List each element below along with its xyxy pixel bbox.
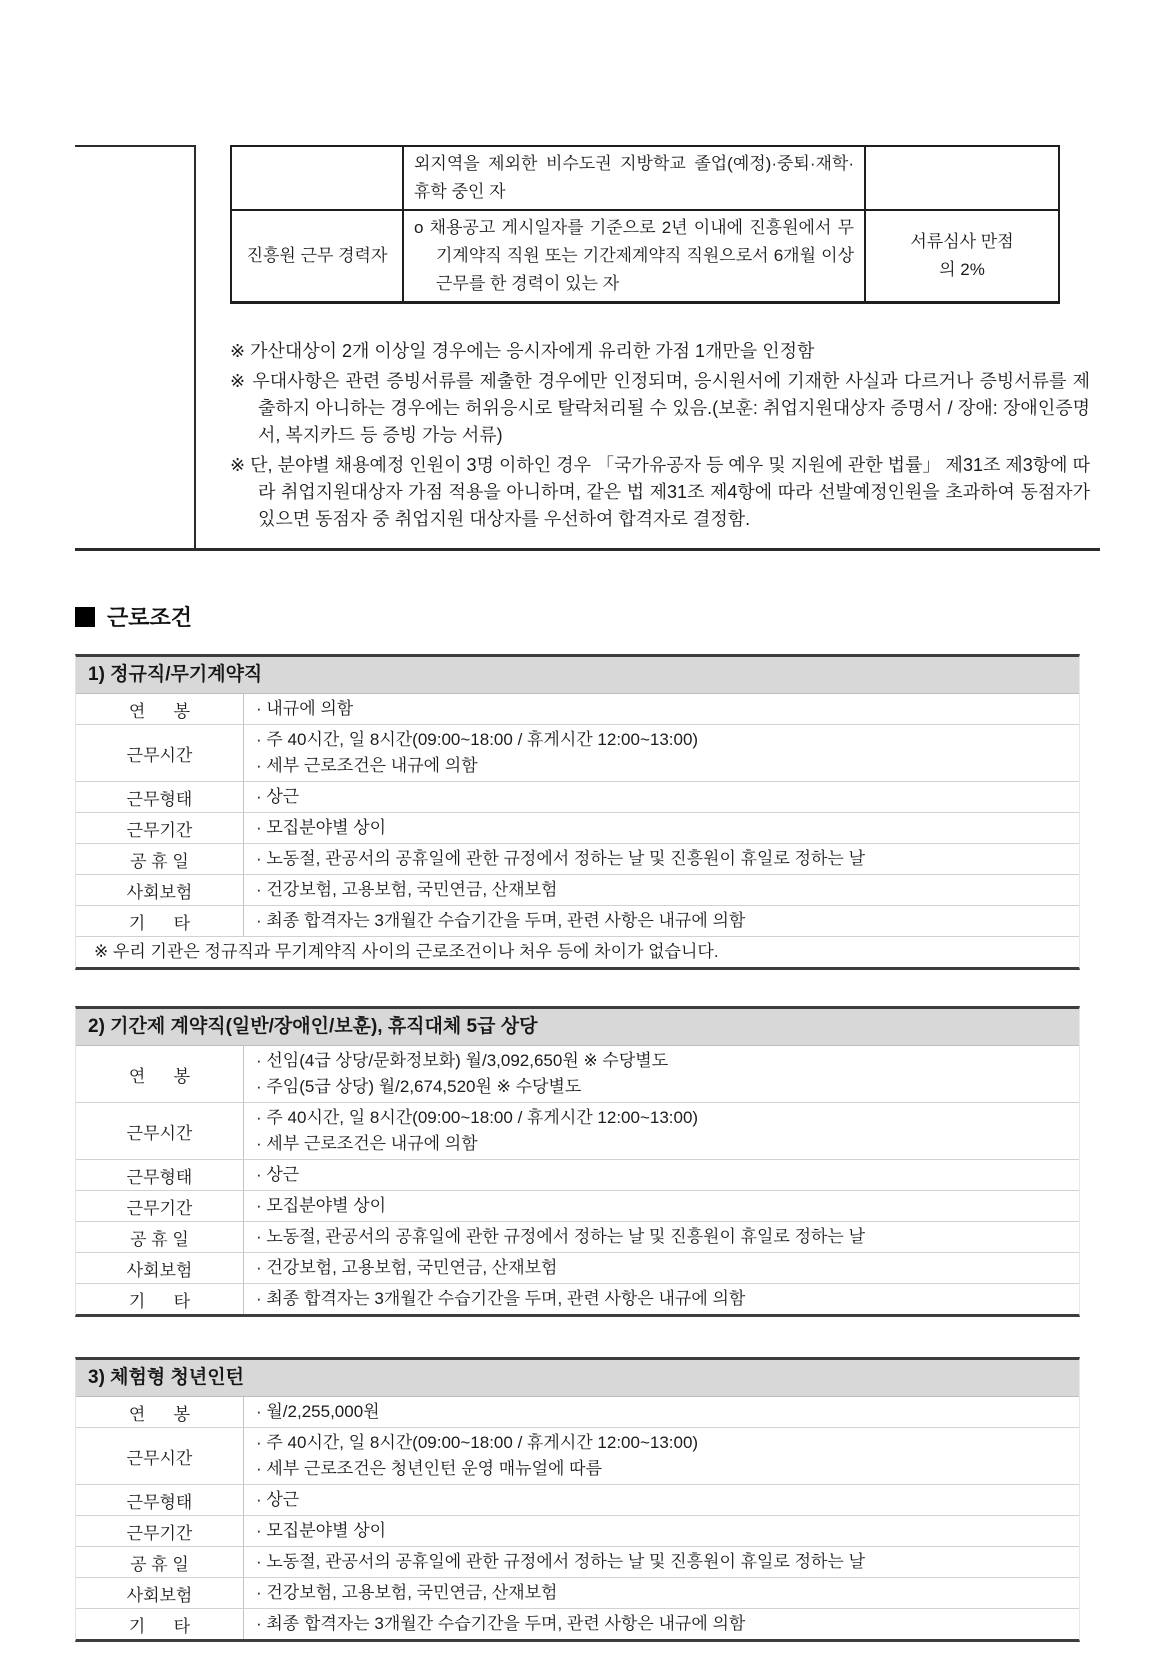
- row-label: 기 타: [76, 1284, 244, 1314]
- row-content: [244, 1547, 1079, 1577]
- content-line: · 내규에 의함: [256, 699, 354, 718]
- conditions-table-regular: [75, 654, 1080, 970]
- note-item: ※ 우대사항은 관련 증빙서류를 제출한 경우에만 인정되며, 응시원서에 기재한 사실과 다르거나 증빙서류를 제출하지 아니하는 경우에는 허위응시로 탈락처리될 수 있음.(보훈: 취업지원대상자 증명서 / 장애: 장애인증명서, 복지카드 등 증빙 가능 서류): [230, 371, 1090, 445]
- carryover-section: [75, 145, 1100, 551]
- table-row: [76, 1484, 1079, 1515]
- table-row: [76, 812, 1079, 843]
- table-row: [76, 694, 1079, 724]
- row-content: [244, 1516, 1079, 1546]
- row-label: 공 휴 일: [76, 1547, 244, 1577]
- table-row: [76, 1515, 1079, 1546]
- table-row: [76, 1577, 1079, 1608]
- row-content: [244, 844, 1079, 874]
- bonus-score-cell: [865, 146, 1059, 210]
- content-line: · 세부 근로조건은 청년인턴 운영 매뉴얼에 따름: [256, 1459, 603, 1478]
- content-line: · 최종 합격자는 3개월간 수습기간을 두며, 관련 사항은 내규에 의함: [256, 1289, 746, 1308]
- row-label: 공 휴 일: [76, 844, 244, 874]
- outer-table-top-border-fragment: [75, 145, 196, 147]
- table-row: [76, 843, 1079, 874]
- table-row: [231, 146, 1059, 210]
- content-line: · 주임(5급 상당) 월/2,674,520원 ※ 수당별도: [256, 1077, 582, 1096]
- table-row: [76, 1397, 1079, 1427]
- table-row: [76, 1283, 1079, 1314]
- row-content: [244, 1046, 1079, 1102]
- row-content: [244, 1428, 1079, 1484]
- note-item: ※ 단, 분야별 채용예정 인원이 3명 이하인 경우 「국가유공자 등 예우 및 지원에 관한 법률」 제31조 제3항에 따라 취업지원대상자 가점 적용을 아니하며, 같은 법 제31조 제4항에 따라 선발예정인원을 초과하여 동점자가 있으면 동점자 중 취업지원 대상자를 우선하여 합격자로 결정함.: [230, 455, 1090, 529]
- bonus-points-table: [230, 145, 1060, 304]
- row-content: [244, 1253, 1079, 1283]
- table-row: [76, 1159, 1079, 1190]
- row-content: [244, 1222, 1079, 1252]
- row-content: [244, 1578, 1079, 1608]
- row-content: [244, 782, 1079, 812]
- content-line: · 노동절, 관공서의 공휴일에 관한 규정에서 정하는 날 및 진흥원이 휴일로 정하는 날: [256, 1552, 865, 1571]
- row-content: [244, 725, 1079, 781]
- bonus-criteria-cell: [403, 210, 865, 303]
- content-line: · 세부 근로조건은 내규에 의함: [256, 1134, 478, 1153]
- bonus-category-cell: 진흥원 근무 경력자: [231, 210, 403, 303]
- row-label: 연 봉: [76, 1046, 244, 1102]
- row-content: [244, 813, 1079, 843]
- content-line: · 건강보험, 고용보험, 국민연금, 산재보험: [256, 1258, 558, 1277]
- content-line: · 최종 합격자는 3개월간 수습기간을 두며, 관련 사항은 내규에 의함: [256, 1614, 746, 1633]
- content-line: · 상근: [256, 787, 300, 806]
- row-content: [244, 1485, 1079, 1515]
- black-square-bullet-icon: [75, 607, 95, 627]
- outer-table-vertical-border: [194, 145, 196, 548]
- row-label: 근무시간: [76, 725, 244, 781]
- row-content: [244, 1191, 1079, 1221]
- table-row: [76, 874, 1079, 905]
- content-line: · 건강보험, 고용보험, 국민연금, 산재보험: [256, 880, 558, 899]
- content-line: · 세부 근로조건은 내규에 의함: [256, 756, 478, 775]
- row-content: [244, 1160, 1079, 1190]
- row-content: [244, 1609, 1079, 1639]
- table-row: [76, 905, 1079, 936]
- row-label: 사회보험: [76, 1253, 244, 1283]
- table-row: [231, 210, 1059, 303]
- conditions-table-intern: [75, 1357, 1080, 1642]
- content-line: · 주 40시간, 일 8시간(09:00~18:00 / 휴게시간 12:00~13:00): [256, 1108, 699, 1127]
- row-label: 근무형태: [76, 782, 244, 812]
- content-line: · 월/2,255,000원: [256, 1402, 380, 1421]
- table-row: [76, 1221, 1079, 1252]
- table-row: [76, 1427, 1079, 1484]
- table-title: 3) 체험형 청년인턴: [76, 1360, 1079, 1397]
- row-label: 근무기간: [76, 813, 244, 843]
- table-title: 2) 기간제 계약직(일반/장애인/보훈), 휴직대체 5급 상당: [76, 1009, 1079, 1046]
- row-label: 사회보험: [76, 1578, 244, 1608]
- section-title: 근로조건: [107, 605, 193, 630]
- content-line: · 노동절, 관공서의 공휴일에 관한 규정에서 정하는 날 및 진흥원이 휴일로 정하는 날: [256, 1227, 865, 1246]
- table-row: [76, 724, 1079, 781]
- note-item: ※ 가산대상이 2개 이상일 경우에는 응시자에게 유리한 가점 1개만을 인정함: [230, 341, 815, 361]
- table-row: [76, 781, 1079, 812]
- row-label: 연 봉: [76, 1397, 244, 1427]
- content-line: · 모집분야별 상이: [256, 1521, 387, 1540]
- row-label: 연 봉: [76, 694, 244, 724]
- row-content: [244, 1103, 1079, 1159]
- row-content: [244, 1284, 1079, 1314]
- content-line: · 모집분야별 상이: [256, 818, 387, 837]
- bonus-score-text: 서류심사 만점의 2%: [910, 232, 1014, 279]
- section-heading: [75, 601, 1100, 632]
- row-label: 근무기간: [76, 1516, 244, 1546]
- content-line: · 주 40시간, 일 8시간(09:00~18:00 / 휴게시간 12:00~13:00): [256, 1433, 699, 1452]
- table-row: [76, 1252, 1079, 1283]
- bonus-criteria-text: o 채용공고 게시일자를 기준으로 2년 이내에 진흥원에서 무기계약직 직원 또는 기간제계약직 직원으로서 6개월 이상 근무를 한 경력이 있는 자: [414, 218, 854, 293]
- content-line: · 모집분야별 상이: [256, 1196, 387, 1215]
- content-line: · 노동절, 관공서의 공휴일에 관한 규정에서 정하는 날 및 진흥원이 휴일로 정하는 날: [256, 849, 865, 868]
- row-label: 근무시간: [76, 1103, 244, 1159]
- content-line: · 주 40시간, 일 8시간(09:00~18:00 / 휴게시간 12:00~13:00): [256, 730, 699, 749]
- content-line: · 최종 합격자는 3개월간 수습기간을 두며, 관련 사항은 내규에 의함: [256, 911, 746, 930]
- bonus-criteria-cell: 외지역을 제외한 비수도권 지방학교 졸업(예정)·중퇴·재학·휴학 중인 자: [403, 146, 865, 210]
- row-label: 공 휴 일: [76, 1222, 244, 1252]
- table-footnote: ※ 우리 기관은 정규직과 무기계약직 사이의 근로조건이나 처우 등에 차이가 없습니다.: [76, 936, 1079, 967]
- row-label: 기 타: [76, 906, 244, 936]
- table-title: 1) 정규직/무기계약직: [76, 657, 1079, 694]
- table-row: [76, 1190, 1079, 1221]
- row-content: [244, 694, 1079, 724]
- row-label: 근무기간: [76, 1191, 244, 1221]
- table-row: [76, 1102, 1079, 1159]
- row-label: 근무형태: [76, 1485, 244, 1515]
- row-label: 사회보험: [76, 875, 244, 905]
- content-line: · 건강보험, 고용보험, 국민연금, 산재보험: [256, 1583, 558, 1602]
- row-label: 근무형태: [76, 1160, 244, 1190]
- conditions-table-fixed-term: [75, 1006, 1080, 1317]
- row-content: [244, 875, 1079, 905]
- table-row: [76, 1608, 1079, 1639]
- table-row: [76, 1546, 1079, 1577]
- content-line: · 상근: [256, 1490, 300, 1509]
- row-content: [244, 1397, 1079, 1427]
- bonus-category-cell: [231, 146, 403, 210]
- content-line: · 상근: [256, 1165, 300, 1184]
- row-content: [244, 906, 1079, 936]
- bonus-score-cell: [865, 210, 1059, 303]
- content-line: · 선임(4급 상당/문화정보화) 월/3,092,650원 ※ 수당별도: [256, 1051, 669, 1070]
- notes-block: [230, 338, 1090, 533]
- table-row: [76, 1046, 1079, 1102]
- row-label: 기 타: [76, 1609, 244, 1639]
- row-label: 근무시간: [76, 1428, 244, 1484]
